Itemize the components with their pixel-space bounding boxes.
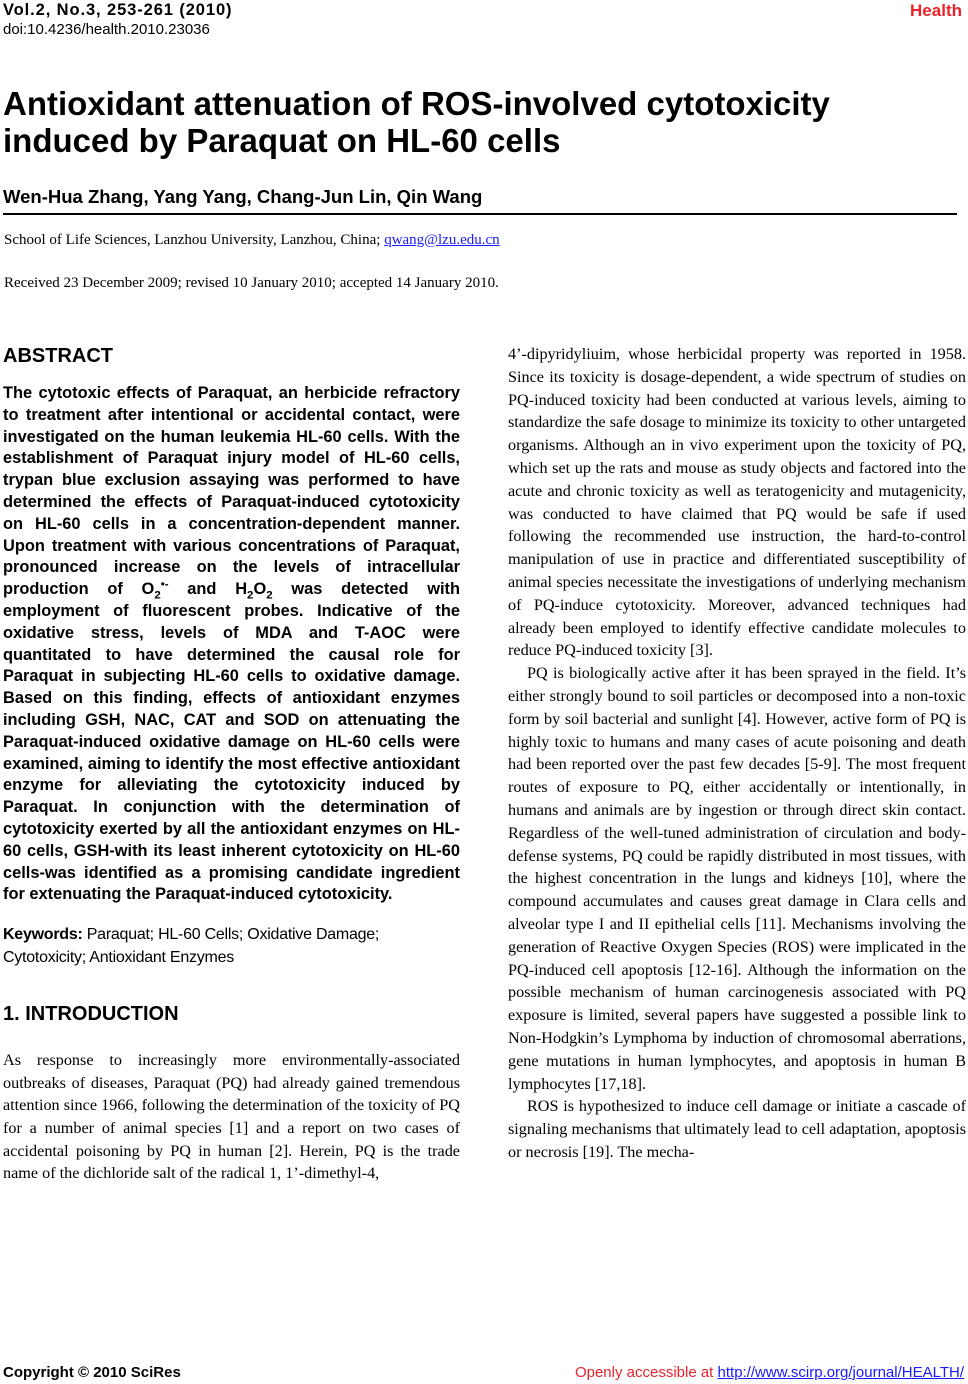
email-link[interactable]: qwang@lzu.edu.cn bbox=[384, 232, 500, 248]
left-column bbox=[3, 344, 460, 1185]
title-divider bbox=[3, 213, 957, 215]
keywords-label: Keywords: bbox=[3, 926, 83, 944]
journal-name: Health bbox=[910, 1, 962, 20]
open-access-note bbox=[575, 1364, 964, 1382]
body-paragraph-1: 4’-dipyridyliuim, whose herbicidal property was reported in 1958. Since its toxicity is dosage-dependent, a wide spectrum of studies on PQ-induced toxicity had been conducted at various levels, aiming to standardize the safe dosage to minimize its toxicity to other untargeted organisms. Although an in vivo experiment upon the toxicity of PQ, which set up the rats and mouse as study objects and factored into the acute and chronic toxicity as well as teratogenicity and mutagenicity, was conducted to have claimed that PQ would be safe if used following the recommended use instruction, the hard-to-control manipulation of use in practice and differentiated susceptibility of animal species necessitate the investigations of underlying mechanism of PQ-induce cytotoxicity. Moreover, advanced techniques had already been employed to identify effective candidate molecules to reduce PQ-induced toxicity [3]. bbox=[508, 345, 966, 660]
author-list: Wen-Hua Zhang, Yang Yang, Chang-Jun Lin, Qin Wang bbox=[3, 186, 483, 207]
body-paragraph-2: PQ is biologically active after it has been sprayed in the field. It’s either strongly bound to soil particles or decomposed into a non-toxic form by soil bacterial and sunlight [4]. However, active form of PQ is highly toxic to humans and many cases of acute poisoning and death had been reported over the past few decades [5-9]. The most frequent routes of exposure to PQ, either accidentally or intentionally, in humans and animals are by ingestion or through direct skin contact. Regardless of the well-tuned administration of circulation and body-defense systems, PQ could be rapidly distributed in most tissues, with the highest concentration in the lungs and kidneys [10], where the compound accumulates and causes great damage in Clara cells and alveolar type I and II epithelial cells [11]. Mechanisms involving the generation of Reactive Oxygen Species (ROS) were implicated in the PQ-induced cell apoptosis [12-16]. Although the information on the possible mechanism of human carcinogenesis associated with PQ exposure is limited, several papers have suggested a possible link to Non-Hodgkin’s Lymphoma by induction of chromosomal aberrations, gene mutations in human lymphocytes, and apoptosis in human B lymphocytes [17,18]. bbox=[508, 664, 966, 1093]
running-header-left bbox=[3, 1, 232, 39]
received-dates: Received 23 December 2009; revised 10 January 2010; accepted 14 January 2010. bbox=[4, 275, 499, 291]
abstract-text: The cytotoxic effects of Paraquat, an herbicide refractory to treatment after intentional or accidental contact, were investigated on the human leukemia HL-60 cells. With the establishment of Paraquat injury model of HL-60 cells, trypan blue exclusion assaying was performed to have determined the effects of Paraquat-induced cytotoxicity on HL-60 cells in a concentration-dependent manner. Upon treatment with various concentrations of Paraquat, pronounced increase on the levels of intracellular production of $O_2^{•-}$ and $H_2O_2$ was detected with employment of fluorescent probes. Indicative of the oxidative stress, levels of MDA and T-AOC were quantitated to have determined the causal role for Paraquat in subjecting HL-60 cells to oxidative damage. Based on this finding, effects of antioxidant enzymes including GSH, NAC, CAT and SOD on attenuating the Paraquat-induced oxidative damage on HL-60 cells were examined, aiming to identify the most effective antioxidant enzyme for alleviating the cytotoxicity induced by Paraquat. In conjunction with the determination of cytotoxicity exerted by all the antioxidant enzymes on HL-60 cells, GSH-with its least inherent cytotoxicity on HL-60 cells-was identified as a promising candidate ingredient for extenuating the Paraquat-induced cytotoxicity. bbox=[3, 384, 460, 904]
paper-title: Antioxidant attenuation of ROS-involved cytotoxicity induced by Paraquat on HL-60 cells bbox=[3, 85, 830, 159]
abstract-heading: ABSTRACT bbox=[3, 345, 113, 367]
keywords-text: Paraquat; HL-60 Cells; Oxidative Damage; Cytotoxicity; Antioxidant Enzymes bbox=[3, 926, 380, 967]
affiliation bbox=[4, 231, 500, 250]
journal-url-link[interactable]: http://www.scirp.org/journal/HEALTH/ bbox=[717, 1364, 964, 1381]
affiliation-text: School of Life Sciences, Lanzhou University, Lanzhou, China; bbox=[4, 232, 385, 248]
keywords bbox=[3, 923, 460, 969]
introduction-paragraph: As response to increasingly more environmentally-associated outbreaks of diseases, Paraquat (PQ) had already gained tremendous attention since 1966, following the determination of the toxicity of PQ for a number of animal species [1] and a report on two cases of accidental poisoning by PQ in human [2]. Herein, PQ is the trade name of the dichloride salt of the radical 1, 1’-dimethyl-4, bbox=[3, 1051, 460, 1183]
open-access-text: Openly accessible at bbox=[574, 1364, 718, 1381]
introduction-heading: 1. INTRODUCTION bbox=[3, 1003, 179, 1026]
journal-volume: Vol.2, No.3, 253-261 (2010) bbox=[3, 1, 233, 19]
right-column bbox=[508, 343, 966, 1164]
body-paragraph-3: ROS is hypothesized to induce cell damage or initiate a cascade of signaling mechanisms that ultimately lead to cell adaptation, apoptosis or necrosis [19]. The mecha- bbox=[508, 1097, 966, 1161]
doi: doi:10.4236/health.2010.23036 bbox=[3, 21, 210, 38]
copyright: Copyright © 2010 SciRes bbox=[3, 1364, 181, 1381]
